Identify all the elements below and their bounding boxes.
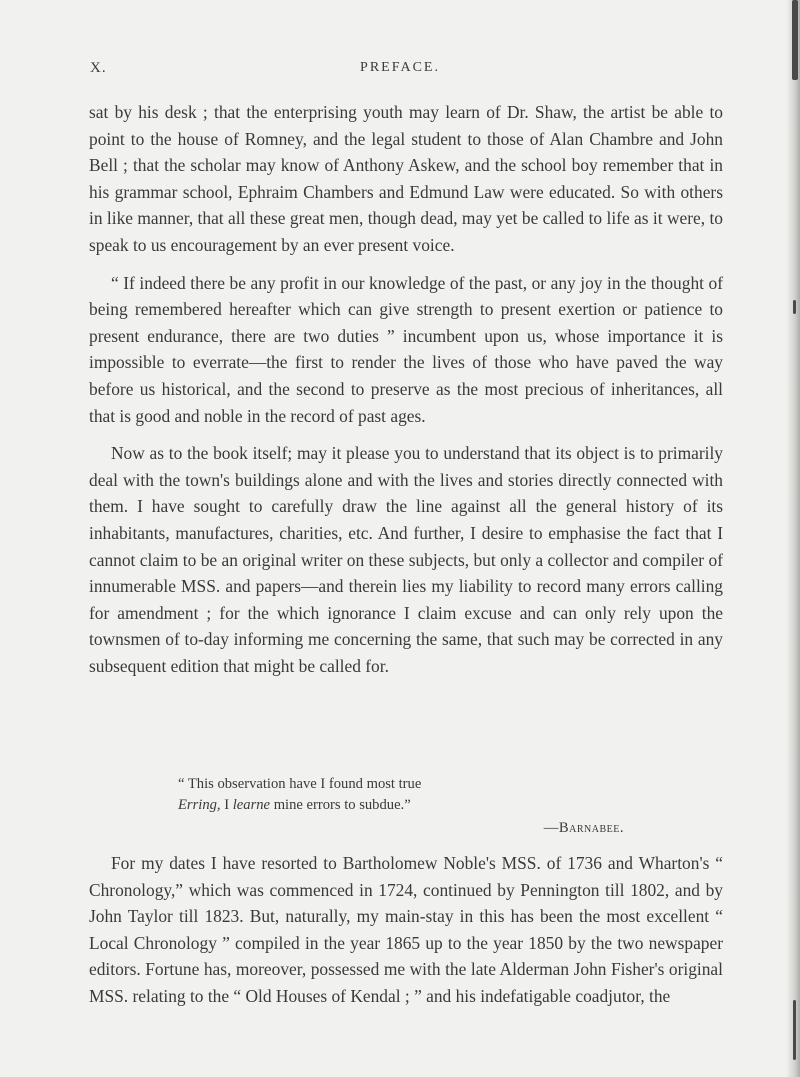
running-title: PREFACE. xyxy=(360,60,440,75)
epigraph-line-1: “ This observation have I found most true xyxy=(178,776,422,792)
epigraph-line-2: Erring, I learne mine errors to subdue.” xyxy=(178,797,411,813)
paragraph-book-purpose: Now as to the book itself; may it please you to understand that its object is to primarily deal with the town's buildings alone and with the lives and stories directly connected with them. I have sought to carefully draw the line against all the general history of its inhabitants, manufactures, charities, etc. And further, I desire to emphasise the fact that I cannot claim to be an original writer on these subjects, but only a collector and compiler of innumerable MSS. and papers—and therein lies my liability to record many errors calling for amendment ; for the which ignorance I claim excuse and can only rely upon the townsmen of to-day informing me concerning the same, that such may be corrected in any subsequent edition that might be called for. xyxy=(89,443,723,676)
epigraph xyxy=(178,774,648,839)
binding-edge-mark xyxy=(793,1000,796,1060)
paragraph-quotation: “ If indeed there be any profit in our knowledge of the past, or any joy in the thought of being remembered hereafter which can give strength to present exertion or patience to present endurance, there are two duties ” incumbent upon us, whose importance it is impossible to everrate—the first to render the lives of those who have paved the way before us historical, and the second to preserve as the most precious of inheritances, all that is good and noble in the record of past ages. xyxy=(89,272,723,426)
paragraph-continued: sat by his desk ; that the enterprising youth may learn of Dr. Shaw, the artist be able to point to the house of Romney, and the legal student to those of Alan Chambre and John Bell ; that the scholar may know of Anthony Askew, and the school boy remember that in his grammar school, Ephraim Chambers and Edmund Law were educated. So with others in like manner, that all these great men, though dead, may yet be called to life as it were, to speak to us encouragement by an ever present voice. xyxy=(89,102,723,255)
main-text-block xyxy=(89,99,723,679)
epigraph-attribution: —Barnabee. xyxy=(543,820,624,836)
second-text-block xyxy=(89,850,723,1010)
paragraph-sources: For my dates I have resorted to Bartholomew Noble's MSS. of 1736 and Wharton's “ Chronology,” which was commenced in 1724, continued by Pennington till 1802, and by John Taylor till 1823. But, naturally, my main-stay in this has been the most excellent “ Local Chronology ” compiled in the year 1865 up to the year 1850 by the two newspaper editors. Fortune has, moreover, possessed me with the late Alderman John Fisher's original MSS. relating to the “ Old Houses of Kendal ; ” and his indefatigable coadjutor, the xyxy=(89,853,723,1006)
binding-edge-mark xyxy=(793,300,796,314)
running-header xyxy=(0,60,800,80)
page-edge-shadow xyxy=(786,0,800,1077)
page-number: X. xyxy=(90,60,107,76)
